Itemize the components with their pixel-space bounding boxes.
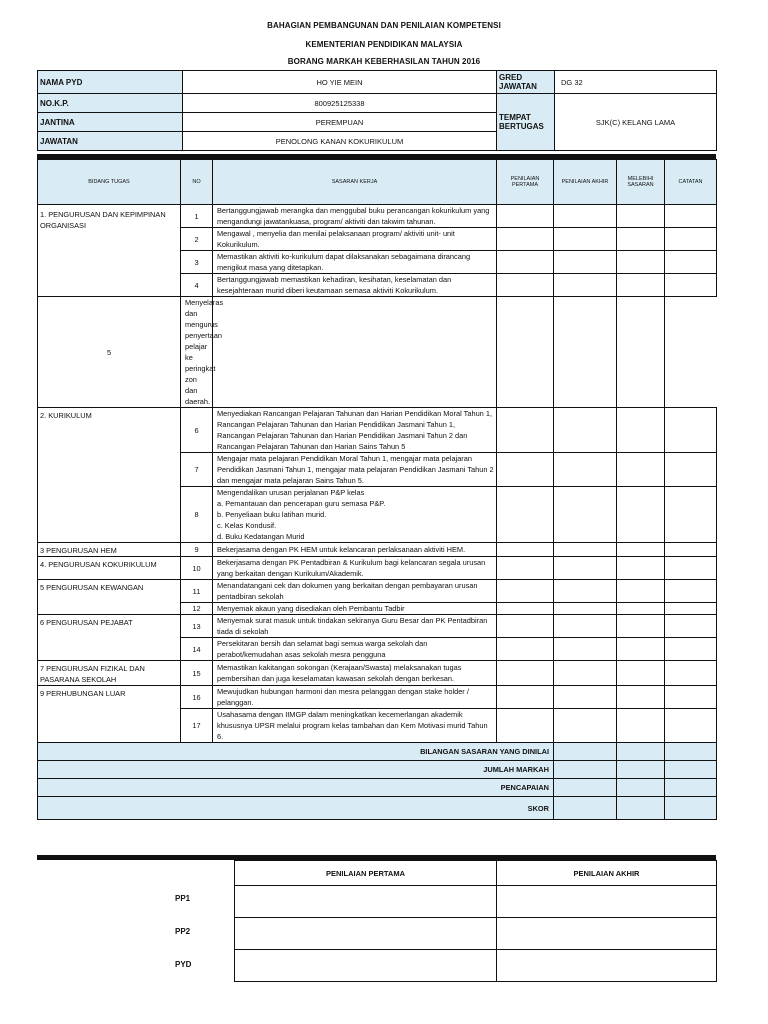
sig-header-akhir: PENILAIAN AKHIR xyxy=(497,861,717,886)
score-cell[interactable] xyxy=(617,251,665,274)
target-text: Menyemak akaun yang disediakan oleh Pembantu Tadbir xyxy=(217,604,405,613)
score-cell[interactable] xyxy=(665,408,717,453)
sig-header-pertama: PENILAIAN PERTAMA xyxy=(235,861,497,886)
target-text: Menyediakan Rancangan Pelajaran Tahunan dan Harian Pendidikan Moral Tahun 1, Rancangan Pelajaran Tahunan dan Harian Pendidikan Jasmani Tahun 1, Rancangan Pelajaran Tahunan dan Harian Pendidikan Jasmani Tahun 2 dan Rancangan Pelajaran Tahunan dan Harian Sains Tahun 5 xyxy=(217,409,493,451)
tempat-value: SJK(C) KELANG LAMA xyxy=(555,94,717,151)
info-table xyxy=(37,70,717,151)
sig-label-pp1: PP1 xyxy=(175,894,191,903)
summary-cell[interactable] xyxy=(617,797,665,820)
signature-box[interactable] xyxy=(235,950,497,982)
target-cell xyxy=(181,297,224,408)
score-cell[interactable] xyxy=(554,686,617,709)
bidang-cell: 5 PENGURUSAN KEWANGAN xyxy=(38,580,181,615)
score-cell[interactable] xyxy=(617,274,665,297)
target-cell xyxy=(213,487,497,543)
score-cell[interactable] xyxy=(617,615,665,638)
target-cell xyxy=(213,251,497,274)
score-cell[interactable] xyxy=(665,487,717,543)
jawatan-value: PENOLONG KANAN KOKURIKULUM xyxy=(183,132,497,151)
row-number: 16 xyxy=(181,686,213,709)
header-line-2: KEMENTERIAN PENDIDIKAN MALAYSIA xyxy=(305,40,463,49)
nama-value: HO YIE MEIN xyxy=(183,71,497,94)
score-cell[interactable] xyxy=(554,603,617,615)
score-cell[interactable] xyxy=(665,603,717,615)
row-number: 3 xyxy=(181,251,213,274)
target-text: Mengendalikan urusan perjalanan P&P kelas xyxy=(217,488,365,497)
score-cell[interactable] xyxy=(497,661,554,686)
summary-cell[interactable] xyxy=(665,761,717,779)
score-cell[interactable] xyxy=(665,228,717,251)
col-no: NO xyxy=(181,160,213,205)
gred-value: DG 32 xyxy=(555,71,717,94)
target-text: Memastikan kakitangan sokongan (Kerajaan/Swasta) melaksanakan tugas pembersihan dan juga keselamatan kawasan sekolah dengan berkesan. xyxy=(217,663,462,683)
score-cell[interactable] xyxy=(554,487,617,543)
score-cell[interactable] xyxy=(665,543,717,557)
col-bidang: BIDANG TUGAS xyxy=(38,160,181,205)
target-text: Bekerjasama dengan PK Pentadbiran & Kurikulum bagi kelancaran segala urusan yang berkaitan dengan Kurikulum/Akademik. xyxy=(217,558,486,578)
signature-table xyxy=(234,860,717,982)
target-cell xyxy=(213,228,497,251)
jantina-label: JANTINA xyxy=(38,113,183,132)
score-cell[interactable] xyxy=(617,453,665,487)
score-cell[interactable] xyxy=(497,274,554,297)
summary-cell[interactable] xyxy=(617,743,665,761)
table-row xyxy=(38,297,717,408)
score-cell[interactable] xyxy=(617,228,665,251)
row-number: 17 xyxy=(181,709,213,743)
score-cell[interactable] xyxy=(617,661,665,686)
score-cell[interactable] xyxy=(497,603,554,615)
summary-cell[interactable] xyxy=(665,797,717,820)
target-text: Bekerjasama dengan PK HEM untuk kelancaran perlaksanaan aktiviti HEM. xyxy=(217,545,466,554)
score-cell[interactable] xyxy=(554,661,617,686)
summary-cell[interactable] xyxy=(554,779,617,797)
score-cell[interactable] xyxy=(617,686,665,709)
score-cell[interactable] xyxy=(554,615,617,638)
row-number: 8 xyxy=(181,487,213,543)
score-cell[interactable] xyxy=(665,661,717,686)
score-cell[interactable] xyxy=(617,543,665,557)
table-row xyxy=(38,557,717,580)
col-melebihi: MELEBIHI SASARAN xyxy=(617,160,665,205)
row-number: 10 xyxy=(181,557,213,580)
summary-label: BILANGAN SASARAN YANG DINILAI xyxy=(38,743,554,761)
table-row xyxy=(38,661,717,686)
target-text: Menandatangani cek dan dokumen yang berkaitan dengan pembayaran urusan pentadbiran sekolah xyxy=(217,581,478,601)
score-cell[interactable] xyxy=(617,580,665,603)
score-cell[interactable] xyxy=(617,408,665,453)
bidang-cell: 9 PERHUBUNGAN LUAR xyxy=(38,686,181,743)
signature-box[interactable] xyxy=(497,918,717,950)
col-catatan: CATATAN xyxy=(665,160,717,205)
target-subitem: c. Kelas Kondusif. xyxy=(217,521,277,530)
score-cell[interactable] xyxy=(617,603,665,615)
summary-cell[interactable] xyxy=(665,779,717,797)
score-cell[interactable] xyxy=(497,228,554,251)
row-number: 14 xyxy=(181,638,213,661)
signature-box[interactable] xyxy=(497,950,717,982)
score-cell[interactable] xyxy=(554,453,617,487)
score-cell[interactable] xyxy=(497,408,554,453)
score-cell[interactable] xyxy=(554,274,617,297)
bidang-cell: 7 PENGURUSAN FIZIKAL DAN PASARANA SEKOLAH xyxy=(38,661,181,686)
score-cell[interactable] xyxy=(665,205,717,228)
summary-cell[interactable] xyxy=(554,743,617,761)
sig-label-pyd: PYD xyxy=(175,960,192,969)
target-cell xyxy=(213,408,497,453)
score-cell[interactable] xyxy=(497,205,554,228)
nama-label: NAMA PYD xyxy=(38,71,183,94)
row-number: 2 xyxy=(181,228,213,251)
row-number: 13 xyxy=(181,615,213,638)
score-cell[interactable] xyxy=(497,487,554,543)
table-row xyxy=(38,580,717,603)
target-text: Menyelaras dan mengurus penyertaan pelajar ke peringkat zon dan daerah. xyxy=(185,298,224,406)
score-cell[interactable] xyxy=(497,638,554,661)
target-text: Memastikan aktiviti ko-kurikulum dapat dilaksanakan sebagaimana dirancang mengikut masa yang ditetapkan. xyxy=(217,252,471,272)
score-cell[interactable] xyxy=(497,543,554,557)
score-cell[interactable] xyxy=(497,453,554,487)
col-sasaran: SASARAN KERJA xyxy=(213,160,497,205)
target-cell xyxy=(213,661,497,686)
score-cell[interactable] xyxy=(617,557,665,580)
summary-label: SKOR xyxy=(38,797,554,820)
score-cell[interactable] xyxy=(665,453,717,487)
target-subitem: a. Pemantauan dan pencerapan guru semasa P&P. xyxy=(217,499,386,508)
target-cell xyxy=(213,557,497,580)
table-row xyxy=(38,686,717,709)
score-cell[interactable] xyxy=(554,543,617,557)
bidang-cell: 4. PENGURUSAN KOKURIKULUM xyxy=(38,557,181,580)
summary-cell[interactable] xyxy=(617,779,665,797)
gred-label: GRED JAWATAN xyxy=(497,71,555,94)
score-cell[interactable] xyxy=(554,251,617,274)
score-cell[interactable] xyxy=(665,274,717,297)
score-cell[interactable] xyxy=(617,205,665,228)
signature-box[interactable] xyxy=(497,886,717,918)
summary-cell[interactable] xyxy=(554,797,617,820)
jawatan-label: JAWATAN xyxy=(38,132,183,151)
row-number: 15 xyxy=(181,661,213,686)
score-cell[interactable] xyxy=(665,686,717,709)
score-cell[interactable] xyxy=(617,709,665,743)
row-number: 11 xyxy=(181,580,213,603)
score-cell[interactable] xyxy=(665,615,717,638)
row-number: 6 xyxy=(181,408,213,453)
score-cell[interactable] xyxy=(497,686,554,709)
score-cell[interactable] xyxy=(497,580,554,603)
score-cell[interactable] xyxy=(497,557,554,580)
score-cell[interactable] xyxy=(617,487,665,543)
score-cell[interactable] xyxy=(665,251,717,274)
target-cell xyxy=(213,709,497,743)
tempat-label: TEMPAT BERTUGAS xyxy=(497,94,555,151)
bidang-cell: 1. PENGURUSAN DAN KEPIMPINAN ORGANISASI xyxy=(38,205,181,297)
row-number: 9 xyxy=(181,543,213,557)
target-cell xyxy=(213,453,497,487)
row-number: 7 xyxy=(181,453,213,487)
bidang-cell: 6 PENGURUSAN PEJABAT xyxy=(38,615,181,661)
bidang-cell: 3 PENGURUSAN HEM xyxy=(38,543,181,557)
target-cell xyxy=(213,205,497,228)
score-cell[interactable] xyxy=(497,615,554,638)
score-cell[interactable] xyxy=(554,557,617,580)
sig-label-pp2: PP2 xyxy=(175,927,191,936)
target-text: Mewujudkan hubungan harmoni dan mesra pelanggan dengan stake holder / pelanggan. xyxy=(217,687,469,707)
target-cell xyxy=(213,638,497,661)
target-text: Mengawal , menyelia dan menilai pelaksanaan program/ aktiviti unit- unit Kokurikulum. xyxy=(217,229,455,249)
summary-row xyxy=(38,761,717,779)
row-number: 1 xyxy=(181,205,213,228)
score-cell[interactable] xyxy=(665,709,717,743)
summary-label: JUMLAH MARKAH xyxy=(38,761,554,779)
target-cell xyxy=(213,615,497,638)
target-subitem: b. Penyeliaan buku latihan murid. xyxy=(217,510,327,519)
score-cell[interactable] xyxy=(554,638,617,661)
table-row xyxy=(38,543,717,557)
score-cell[interactable] xyxy=(554,228,617,251)
target-text: Bertanggungjawab memastikan kehadiran, kesihatan, keselamatan dan kesejahteraan murid diberi keutamaan semasa aktiviti Kokurikulum. xyxy=(217,275,452,295)
target-cell xyxy=(213,274,497,297)
signature-box[interactable] xyxy=(235,886,497,918)
score-cell[interactable] xyxy=(665,638,717,661)
summary-row xyxy=(38,797,717,820)
score-cell[interactable] xyxy=(497,251,554,274)
signature-box[interactable] xyxy=(235,918,497,950)
col-pertama: PENILAIAN PERTAMA xyxy=(497,160,554,205)
nokp-value: 800925125338 xyxy=(183,94,497,113)
score-cell[interactable] xyxy=(554,205,617,228)
table-row xyxy=(38,205,717,228)
header-line-1: BAHAGIAN PEMBANGUNAN DAN PENILAIAN KOMPETENSI xyxy=(267,21,501,30)
bidang-cell: 2. KURIKULUM xyxy=(38,408,181,543)
header-line-3: BORANG MARKAH KEBERHASILAN TAHUN 2016 xyxy=(287,57,481,66)
summary-label: PENCAPAIAN xyxy=(38,779,554,797)
table-row xyxy=(38,408,717,453)
target-cell xyxy=(213,686,497,709)
summary-cell[interactable] xyxy=(617,761,665,779)
jantina-value: PEREMPUAN xyxy=(183,113,497,132)
score-cell[interactable] xyxy=(213,297,497,408)
score-cell[interactable] xyxy=(554,297,617,408)
table-row xyxy=(38,615,717,638)
score-cell[interactable] xyxy=(617,297,665,408)
target-text: Bertanggungjawab merangka dan menggubal buku perancangan kokurikulum yang mengandungi jawatankuasa, program/ aktiviti dan takwim tahunan. xyxy=(217,206,490,226)
score-cell[interactable] xyxy=(665,557,717,580)
score-cell[interactable] xyxy=(497,297,554,408)
targets-table xyxy=(37,159,717,820)
summary-cell[interactable] xyxy=(665,743,717,761)
score-cell[interactable] xyxy=(554,709,617,743)
target-text: Usahasama dengan IIMGP dalam meningkatkan kecemerlangan akademik khususnya UPSR melalui program kelas tambahan dan Kem Motivasi murid Tahun 6. xyxy=(217,710,488,741)
target-cell xyxy=(213,603,497,615)
target-text: Persekitaran bersih dan selamat bagi semua warga sekolah dan perabot/kemudahan asas sekolah mesra pengguna xyxy=(217,639,428,659)
col-akhir: PENILAIAN AKHIR xyxy=(554,160,617,205)
score-cell[interactable] xyxy=(554,408,617,453)
nokp-label: NO.K.P. xyxy=(38,94,183,113)
score-cell[interactable] xyxy=(497,709,554,743)
row-number: 5 xyxy=(38,297,181,408)
target-cell xyxy=(213,543,497,557)
target-text: Menyemak surat masuk untuk tindakan sekiranya Guru Besar dan PK Pentadbiran tiada di sekolah xyxy=(217,616,488,636)
score-cell[interactable] xyxy=(554,580,617,603)
row-number: 12 xyxy=(181,603,213,615)
row-number: 4 xyxy=(181,274,213,297)
target-text: Mengajar mata pelajaran Pendidikan Moral Tahun 1, mengajar mata pelajaran Pendidikan Jasmani Tahun 1, mengajar mata pelajaran Pendidikan Jasmani Tahun 2 dan mengajar mata pelajaran Sains Tahun 5. xyxy=(217,454,494,485)
score-cell[interactable] xyxy=(617,638,665,661)
summary-cell[interactable] xyxy=(554,761,617,779)
summary-row xyxy=(38,743,717,761)
target-cell xyxy=(213,580,497,603)
target-subitem: d. Buku Kedatangan Murid xyxy=(217,532,305,541)
score-cell[interactable] xyxy=(665,580,717,603)
summary-row xyxy=(38,779,717,797)
